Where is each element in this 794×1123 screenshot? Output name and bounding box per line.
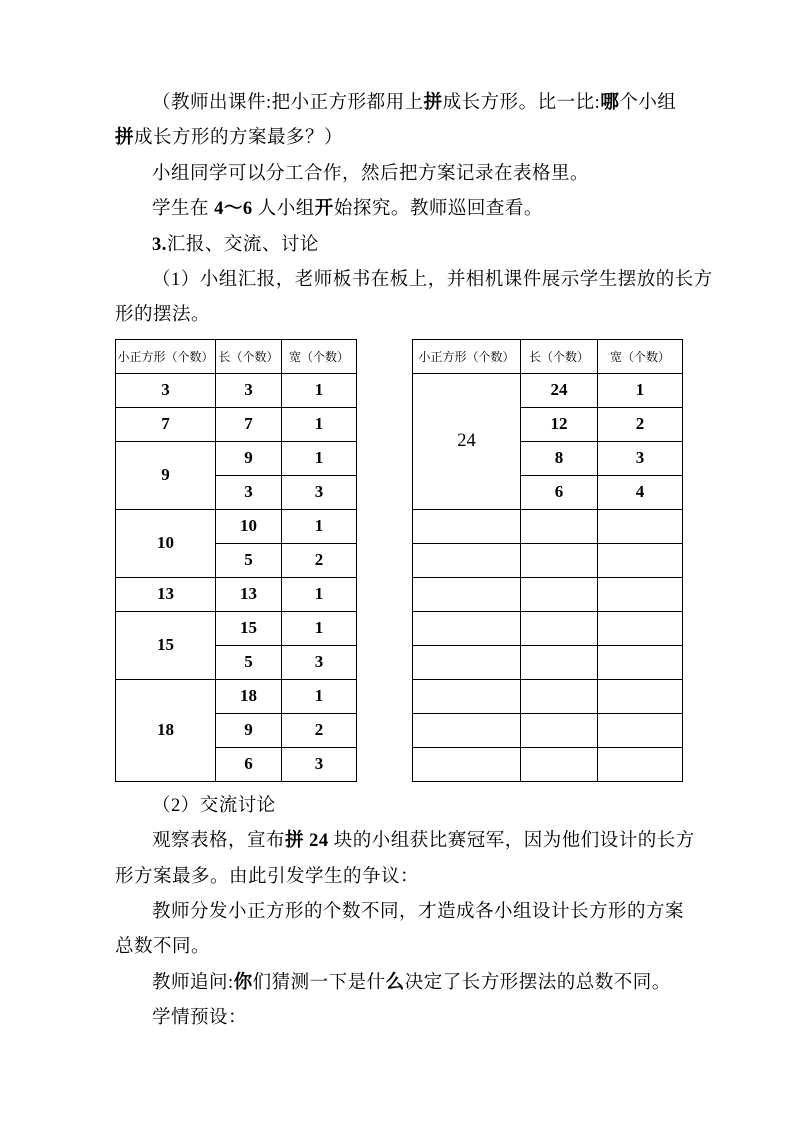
text-segment: 们猜测一下是什 — [252, 972, 386, 993]
text-line-section-heading — [115, 228, 685, 263]
table-cell: 7 — [216, 407, 282, 441]
table-row-empty — [413, 645, 683, 679]
text-segment: 始探究。教师巡回查看。 — [333, 199, 543, 220]
text-segment: 汇报、交流、讨论 — [166, 234, 319, 255]
column-header: 长（个数） — [216, 339, 282, 373]
text-line — [115, 121, 685, 156]
results-table-right — [412, 339, 683, 782]
table-cell — [598, 543, 683, 577]
table-cell: 1 — [282, 441, 357, 475]
text-segment-bold: 么 — [385, 972, 405, 993]
table-row-empty — [413, 509, 683, 543]
text-line — [115, 298, 685, 333]
text-line — [115, 157, 685, 192]
table-cell: 9 — [216, 441, 282, 475]
table-cell: 13 — [216, 577, 282, 611]
table-row-empty — [413, 679, 683, 713]
table-cell-merged: 9 — [116, 441, 216, 509]
table-cell: 4 — [598, 475, 683, 509]
table-cell — [521, 679, 598, 713]
table-cell: 6 — [216, 747, 282, 781]
document-body — [115, 86, 713, 1036]
text-segment-bold: 拼 — [285, 831, 305, 852]
table-cell: 3 — [282, 645, 357, 679]
text-segment-bold: 拼 — [423, 93, 443, 113]
table-cell-merged: 10 — [116, 509, 216, 577]
table-cell — [413, 679, 521, 713]
text-segment: 成长方形。比一比: — [442, 93, 601, 113]
table-row — [116, 407, 357, 441]
table-cell — [598, 679, 683, 713]
text-segment: 观察表格，宣布 — [152, 831, 286, 852]
table-cell — [598, 577, 683, 611]
table-cell: 1 — [598, 373, 683, 407]
table-row — [413, 373, 683, 407]
table-row — [116, 611, 357, 645]
text-line — [115, 930, 685, 965]
results-table-left — [115, 339, 357, 782]
table-cell: 1 — [282, 679, 357, 713]
text-segment: （教师出课件:把小正方形都用上 — [152, 93, 424, 113]
table-cell: 13 — [116, 577, 216, 611]
table-cell: 3 — [216, 475, 282, 509]
text-line — [115, 789, 685, 824]
table-cell: 3 — [116, 373, 216, 407]
text-segment: 形的摆法。 — [115, 305, 211, 326]
table-header-row — [413, 339, 683, 373]
table-cell — [598, 645, 683, 679]
text-segment: 人小组 — [252, 199, 315, 220]
table-cell — [598, 509, 683, 543]
table-cell-merged: 18 — [116, 679, 216, 781]
text-segment: 学情预设： — [152, 1008, 248, 1029]
table-cell: 1 — [282, 373, 357, 407]
table-cell: 5 — [216, 645, 282, 679]
table-row-empty — [413, 577, 683, 611]
text-segment-bold: 开 — [314, 199, 334, 220]
table-cell: 15 — [216, 611, 282, 645]
text-segment: 教师分发小正方形的个数不同，才造成各小组设计长方形的方案 — [152, 901, 685, 922]
text-line — [115, 263, 713, 298]
text-line — [115, 966, 685, 1001]
text-segment-bold: 你 — [233, 972, 253, 993]
table-row — [116, 577, 357, 611]
table-cell: 3 — [598, 441, 683, 475]
table-cell — [521, 577, 598, 611]
table-cell: 3 — [282, 747, 357, 781]
table-header-row — [116, 339, 357, 373]
table-cell — [413, 543, 521, 577]
table-cell: 9 — [216, 713, 282, 747]
table-cell: 6 — [521, 475, 598, 509]
table-cell — [521, 543, 598, 577]
table-cell — [521, 747, 598, 781]
table-cell: 1 — [282, 509, 357, 543]
table-row — [116, 509, 357, 543]
table-cell-merged: 24 — [413, 373, 521, 509]
text-line — [115, 860, 685, 895]
column-header: 宽（个数） — [282, 339, 357, 373]
text-segment: （2）交流讨论 — [152, 795, 276, 816]
table-cell — [413, 713, 521, 747]
table-cell: 1 — [282, 577, 357, 611]
text-line — [115, 824, 695, 859]
table-cell-merged: 15 — [116, 611, 216, 679]
column-header: 长（个数） — [521, 339, 598, 373]
table-cell — [413, 645, 521, 679]
table-row — [116, 441, 357, 475]
table-cell: 8 — [521, 441, 598, 475]
table-row — [116, 373, 357, 407]
table-cell: 2 — [282, 543, 357, 577]
table-cell: 2 — [282, 713, 357, 747]
text-segment-bold: 哪 — [600, 93, 620, 113]
tables-row — [115, 339, 685, 782]
text-segment: （1）小组汇报，老师板书在板上，并相机课件展示学生摆放的长方 — [152, 269, 713, 290]
text-segment: 学生在 — [152, 199, 215, 220]
text-segment: 总数不同。 — [115, 937, 211, 958]
table-cell — [521, 645, 598, 679]
column-header: 宽（个数） — [598, 339, 683, 373]
text-segment: 成长方形的方案最多？） — [134, 128, 344, 149]
table-cell — [413, 611, 521, 645]
table-cell — [413, 509, 521, 543]
table-cell: 2 — [598, 407, 683, 441]
table-cell — [598, 713, 683, 747]
text-segment-bold: 4～6 — [214, 199, 253, 220]
table-cell: 18 — [216, 679, 282, 713]
table-cell: 3 — [216, 373, 282, 407]
text-segment-bold: 24 — [309, 831, 329, 852]
text-line — [115, 1001, 685, 1036]
table-row-empty — [413, 543, 683, 577]
table-row-empty — [413, 611, 683, 645]
text-segment: 个小组 — [619, 93, 677, 113]
text-segment: 决定了长方形摆法的总数不同。 — [404, 972, 671, 993]
table-cell — [598, 611, 683, 645]
text-segment: 小组同学可以分工合作，然后把方案记录在表格里。 — [152, 163, 590, 184]
table-cell: 7 — [116, 407, 216, 441]
table-row — [116, 679, 357, 713]
table-cell — [598, 747, 683, 781]
table-cell: 10 — [216, 509, 282, 543]
text-line — [115, 192, 685, 227]
column-header: 小正方形（个数） — [413, 339, 521, 373]
table-cell — [521, 509, 598, 543]
table-cell: 12 — [521, 407, 598, 441]
table-cell: 3 — [282, 475, 357, 509]
table-cell: 5 — [216, 543, 282, 577]
text-line — [115, 86, 685, 121]
table-cell: 24 — [521, 373, 598, 407]
text-segment-bold: 拼 — [115, 128, 135, 149]
column-header: 小正方形（个数） — [116, 339, 216, 373]
table-row-empty — [413, 747, 683, 781]
table-row-empty — [413, 713, 683, 747]
table-cell — [521, 713, 598, 747]
text-segment: 形方案最多。由此引发学生的争议： — [115, 866, 420, 887]
text-segment: 教师追问: — [152, 972, 234, 993]
text-segment-bold: 3. — [152, 234, 167, 255]
table-cell — [413, 747, 521, 781]
table-cell — [521, 611, 598, 645]
text-segment: 块的小组获比赛冠军，因为他们设计的长方 — [328, 831, 695, 852]
text-line — [115, 895, 685, 930]
table-cell — [413, 577, 521, 611]
table-cell: 1 — [282, 407, 357, 441]
table-cell: 1 — [282, 611, 357, 645]
